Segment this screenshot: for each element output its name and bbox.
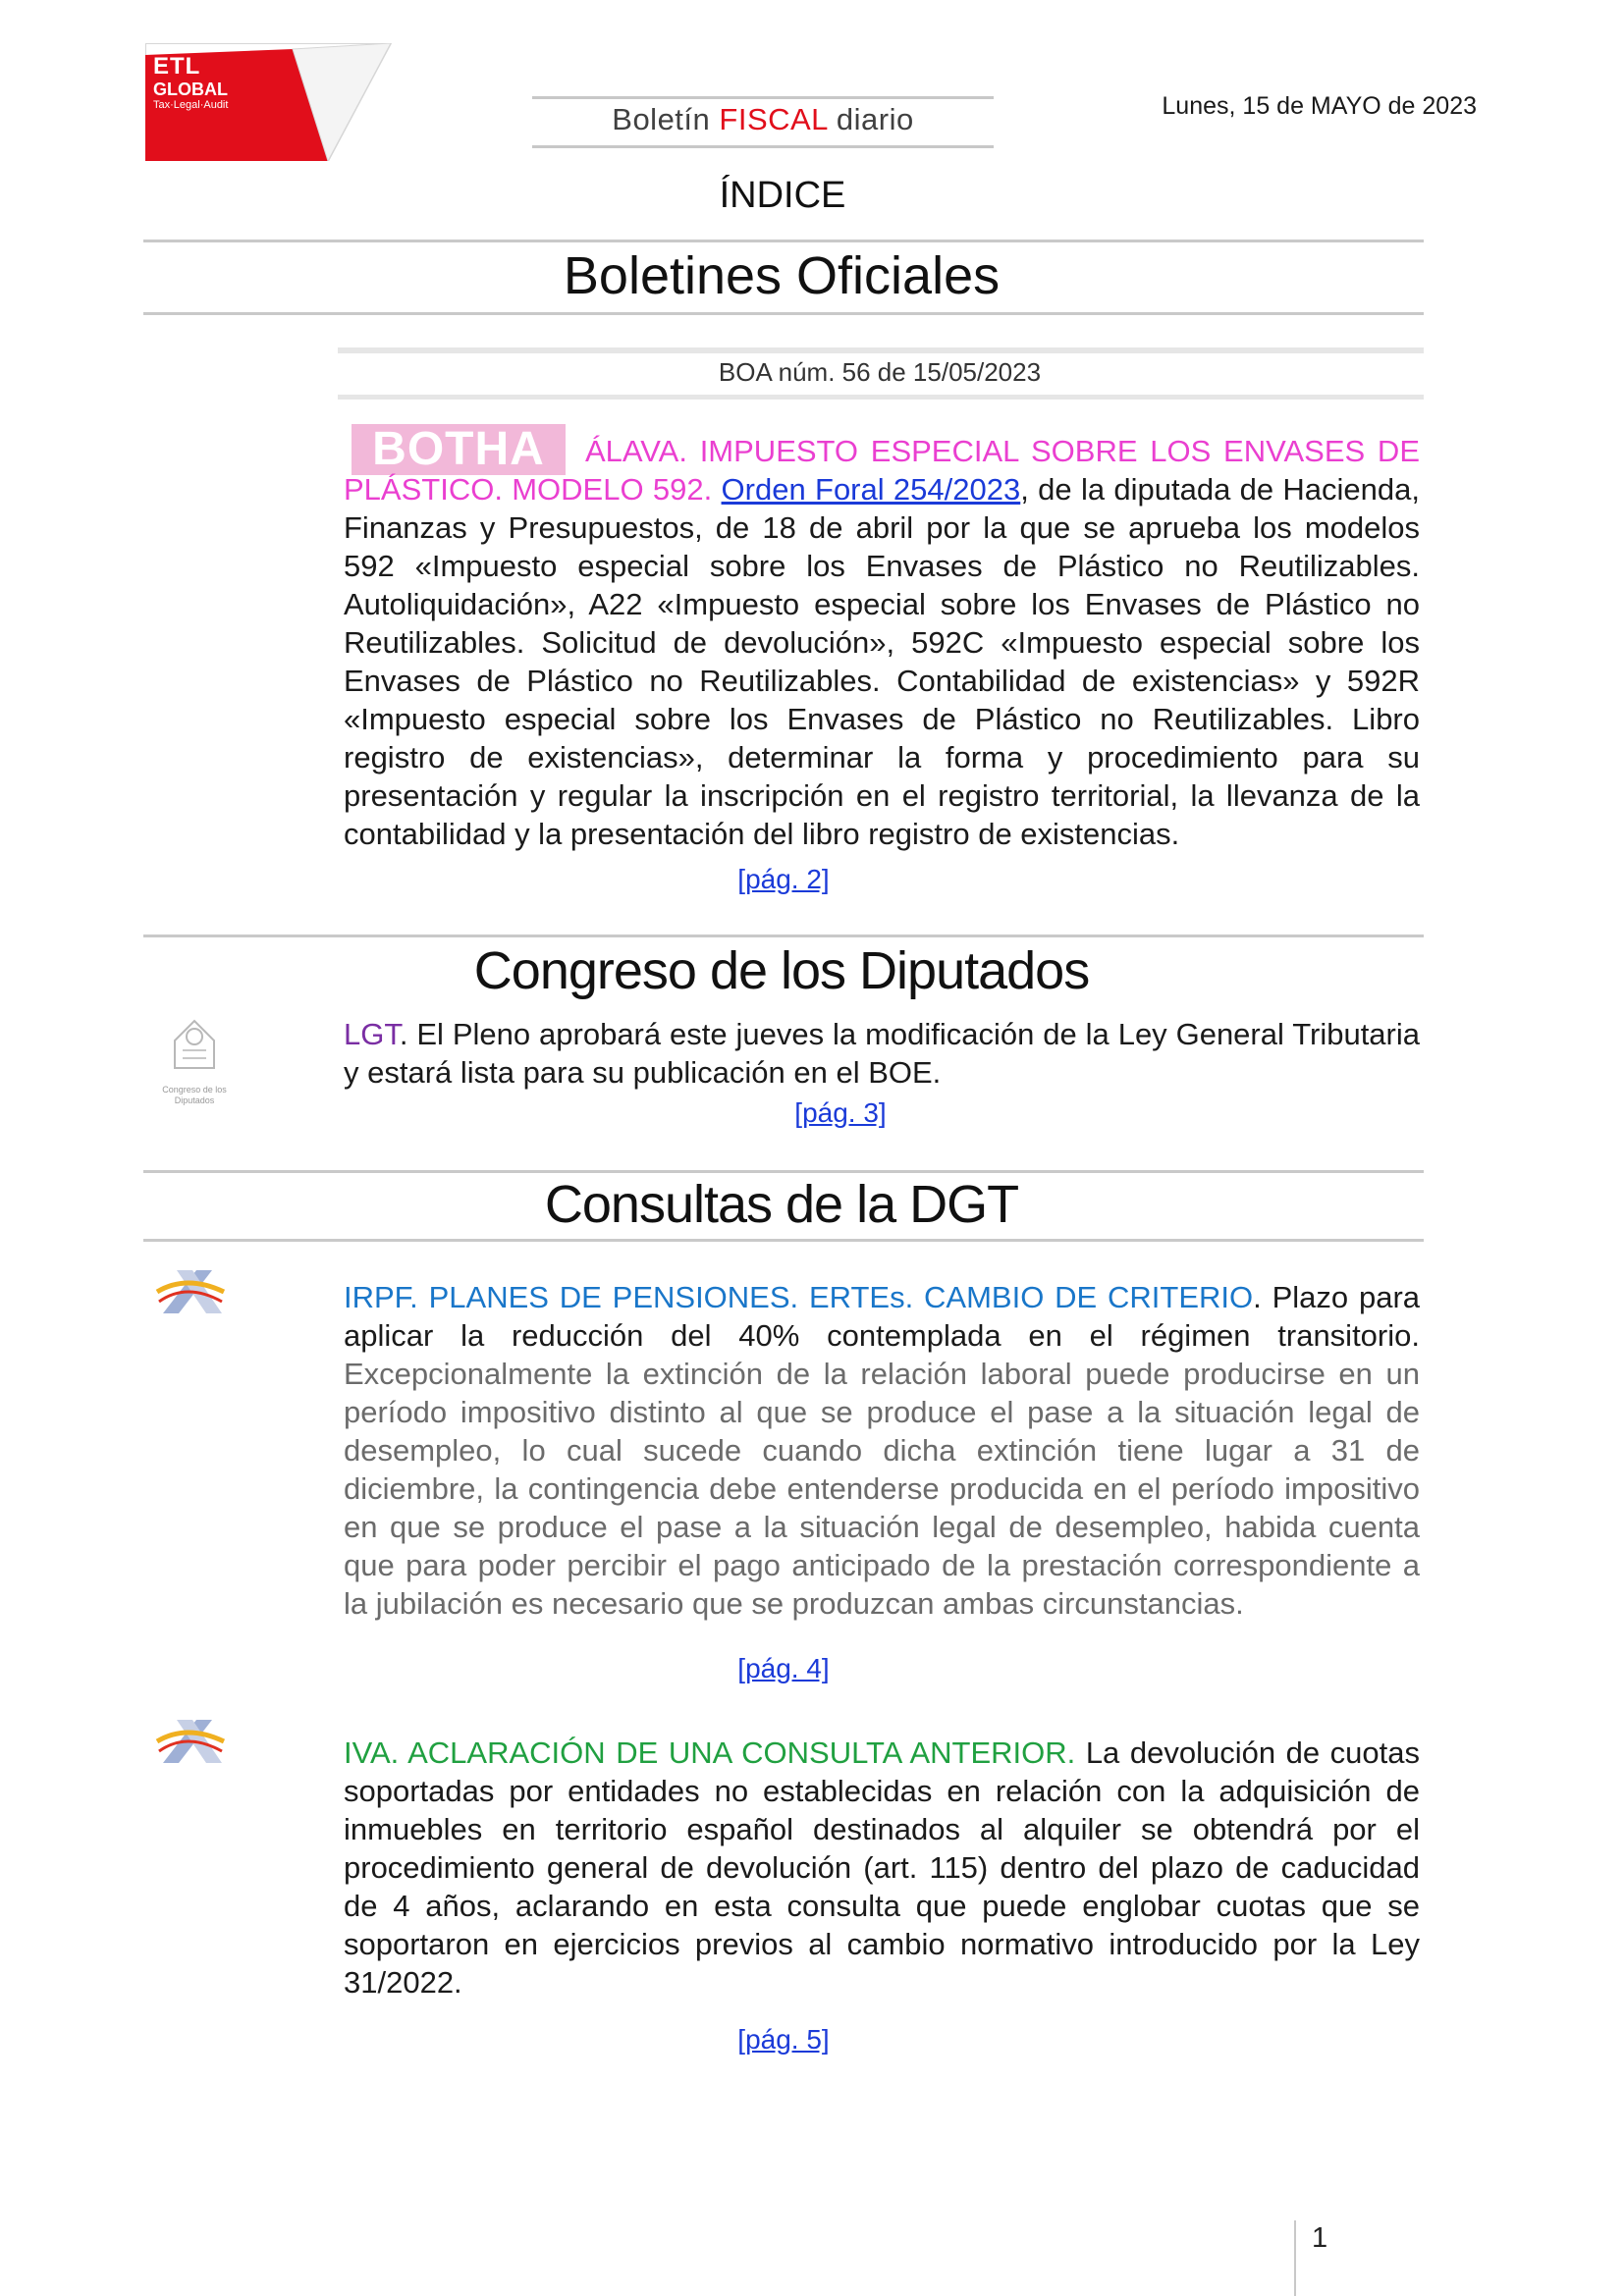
section-title-dgt: Consultas de la DGT [544,1175,1019,1234]
page-link-5-text[interactable]: [pág. 5] [737,2024,830,2055]
masthead-title [532,102,994,137]
congreso-icon [155,1011,234,1109]
index-heading: ÍNDICE [719,175,846,216]
botha-badge: BOTHA [352,424,566,475]
section-rule [143,1239,1424,1242]
logo-line-2: GLOBAL [153,80,228,99]
etl-global-logo [145,43,403,161]
subsection-rule [338,395,1424,400]
congreso-emblem-icon [155,1011,234,1080]
aeat-icon [153,1712,228,1776]
page-link-5[interactable] [638,2024,929,2056]
masthead-top-rule [532,96,994,99]
dgt-item-irpf [344,1278,1420,1623]
dgt-item-irpf-lead: IRPF. PLANES DE PENSIONES. ERTEs. CAMBIO DE CRITERIO [344,1280,1254,1314]
congreso-item-lead: LGT [344,1017,400,1051]
aeat-emblem-icon [153,1712,228,1771]
page-number: 1 [1312,2222,1328,2254]
page-link-2[interactable] [638,864,929,895]
page-link-4[interactable] [638,1653,929,1684]
subsection-rule [338,347,1424,353]
masthead-suffix: diario [827,102,914,136]
section-rule [143,312,1424,315]
section-rule [143,1170,1424,1173]
masthead-highlight: FISCAL [719,102,828,136]
page-link-2-text[interactable]: [pág. 2] [737,864,830,894]
congreso-item-body: . El Pleno aprobará este jueves la modificación de la Ley General Tributaria y estará lista para su publicación en el BOE. [344,1017,1420,1090]
section-rule [143,934,1424,937]
dgt-item-iva [344,1734,1420,2002]
logo-line-3: Tax·Legal·Audit [153,99,229,111]
section-title-congreso: Congreso de los Diputados [473,941,1090,1000]
boa-reference: BOA núm. 56 de 15/05/2023 [718,357,1042,387]
page-link-4-text[interactable]: [pág. 4] [737,1653,830,1683]
page-link-3[interactable] [695,1097,986,1129]
dgt-item-irpf-body2: Excepcionalmente la extinción de la relación laboral puede producirse en un período impositivo distinto al que se produce el pase a la situación legal de desempleo, lo cual sucede cuando dicha extinción tiene lugar a 31 de diciembre, la contingencia debe entenderse producida en el período impositivo en que se produce el pase a la situación legal de desempleo, habida cuenta que para poder percibir el pago anticipado de la prestación correspondiente a la jubilación es necesario que se produzcan ambas circunstancias. [344,1357,1420,1621]
masthead-bottom-rule [532,145,994,148]
page-number-rule [1294,2220,1296,2296]
congreso-icon-label: Congreso de los Diputados [162,1085,227,1105]
dgt-item-iva-lead: IVA. ACLARACIÓN DE UNA CONSULTA ANTERIOR. [344,1735,1076,1770]
issue-date: Lunes, 15 de MAYO de 2023 [1162,92,1477,120]
masthead-prefix: Boletín [612,102,720,136]
aeat-emblem-icon [153,1262,228,1321]
congreso-item [344,1015,1420,1092]
section-title-boletines: Boletines Oficiales [563,246,1001,305]
botha-item-body: , de la diputada de Hacienda, Finanzas y Presupuestos, de 18 de abril por la que se aprueba los modelos 592 «Impuesto especial sobre los Envases de Plástico no Reutilizables. Autoliquidación», A22 «Impuesto especial sobre los Envases de Plástico no Reutilizables. Solicitud de devolución», 592C «Impuesto especial sobre los Envases de Plástico no Reutilizables. Contabilidad de existencias» y 592R «Impuesto especial sobre los Envases de Plástico no Reutilizables. Libro registro de existencias», determinar la forma y procedimiento para su presentación y regular la inscripción en el registro territorial, la llevanza de la contabilidad y la presentación del libro registro de existencias. [344,472,1420,851]
section-rule [143,240,1424,242]
page-link-3-text[interactable]: [pág. 3] [794,1097,887,1128]
dgt-item-irpf-body1: . Plazo para aplicar la reducción del 40% contemplada en el régimen transitorio. [344,1280,1421,1353]
botha-item-lead: ÁLAVA. IMPUESTO ESPECIAL SOBRE LOS ENVASES DE PLÁSTICO. MODELO 592. [344,434,1420,507]
logo-line-1: ETL [153,53,201,80]
aeat-icon [153,1262,228,1326]
dgt-item-iva-body: La devolución de cuotas soportadas por entidades no establecidas en relación con la adquisición de inmuebles en territorio español destinados al alquiler se obtendrá por el procedimiento general de devolución (art. 115) dentro del plazo de caducidad de 4 años, aclarando en esta consulta que puede englobar cuotas que se soportaron en ejercicios previos al cambio normativo introducido por la Ley 31/2022. [344,1735,1420,2000]
orden-foral-link[interactable]: Orden Foral 254/2023 [721,472,1021,507]
botha-item [344,432,1420,853]
